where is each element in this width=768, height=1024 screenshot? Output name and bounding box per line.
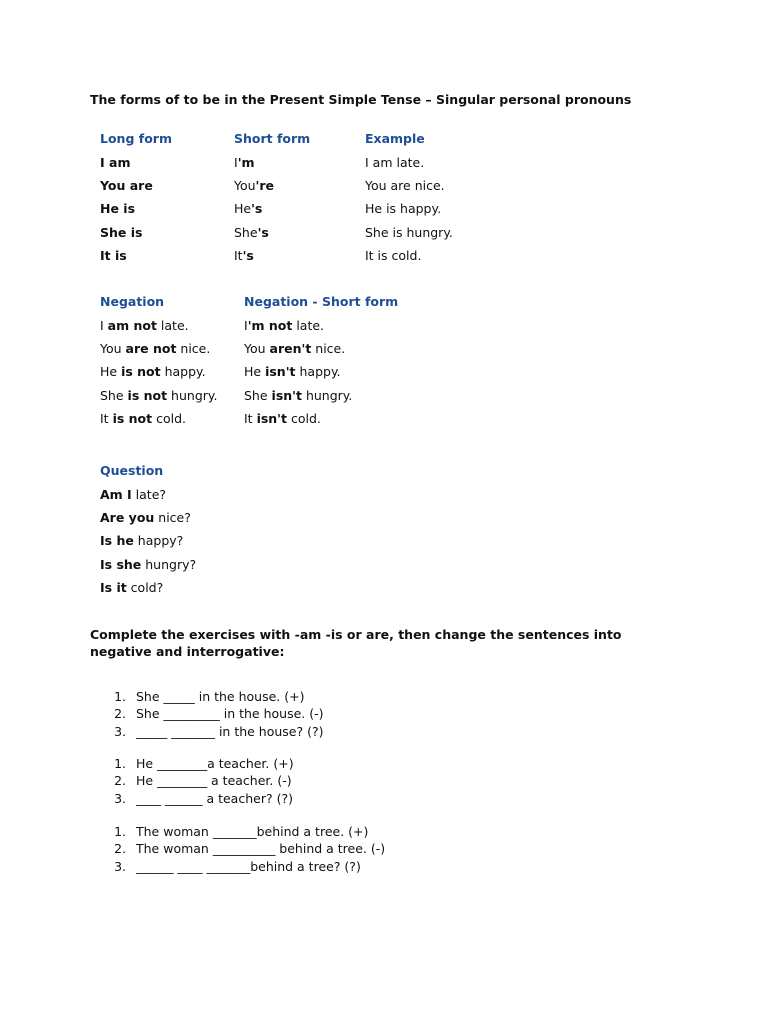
list-item: 2. He ________ a teacher. (-): [114, 773, 292, 789]
question-cell: Is it cold?: [100, 580, 164, 596]
short-form-cell: [234, 197, 365, 220]
table-row: [100, 576, 300, 599]
example-cell: You are nice.: [365, 177, 445, 193]
table-row: [100, 506, 300, 529]
negation-short-cell: I'm not late.: [244, 317, 325, 333]
negation-cell: I am not late.: [100, 317, 189, 333]
short-form-contraction: 's: [251, 201, 263, 217]
negation-cell: He is not happy.: [100, 364, 206, 380]
table-row: [100, 313, 444, 336]
table-row: [100, 360, 444, 383]
short-form-contraction: 's: [257, 224, 269, 240]
negation-short-cell: He isn't happy.: [244, 364, 341, 380]
long-form-cell: He is: [100, 201, 136, 217]
long-form-cell: She is: [100, 224, 143, 240]
table-row: [100, 174, 515, 197]
table-row: [100, 150, 515, 173]
forms-table: [100, 127, 515, 267]
forms-table-header: [100, 127, 515, 150]
table-row: [100, 553, 300, 576]
header-short-form: Short form: [234, 131, 311, 147]
short-form-pronoun: She: [234, 224, 258, 240]
example-cell: He is happy.: [365, 201, 442, 217]
negation-table: [100, 290, 444, 430]
table-row: [100, 529, 300, 552]
header-question: Question: [100, 463, 164, 479]
exercise-list: [108, 823, 385, 875]
header-negation-word: Negation: [244, 294, 309, 310]
list-item: 3. ______ ____ _______behind a tree? (?): [114, 858, 361, 874]
header-example: Example: [365, 131, 425, 147]
list-item: 1. He ________a teacher. (+): [114, 756, 294, 771]
page-title: The forms of to be in the Present Simple Tense – Singular personal pronouns: [90, 92, 632, 107]
list-item: 3. ____ ______ a teacher? (?): [114, 790, 293, 806]
table-row: [100, 337, 444, 360]
header-long-form: Long form: [100, 131, 172, 147]
long-form-cell: It is: [100, 248, 127, 264]
example-cell: She is hungry.: [365, 224, 453, 240]
negation-short-cell: You aren't nice.: [244, 340, 346, 356]
exercise-list: [108, 755, 294, 807]
list-item: 3. _____ _______ in the house? (?): [114, 723, 324, 739]
short-form-contraction: 're: [255, 177, 275, 193]
short-form-contraction: 's: [242, 248, 254, 264]
table-row: [100, 384, 444, 407]
short-form-cell: [234, 244, 365, 267]
question-cell: Is she hungry?: [100, 556, 197, 572]
table-row: [100, 244, 515, 267]
short-form-contraction: 'm: [237, 154, 255, 170]
list-item: 2. The woman __________ behind a tree. (-): [114, 841, 386, 857]
list-item: 2. She _________ in the house. (-): [114, 706, 324, 722]
example-cell: It is cold.: [365, 248, 422, 264]
short-form-pronoun: It: [234, 248, 243, 264]
question-cell: Are you nice?: [100, 509, 191, 525]
short-form-pronoun: You: [234, 177, 256, 193]
exercise-list: [108, 688, 324, 740]
table-row: [100, 407, 444, 430]
long-form-cell: You are: [100, 177, 153, 193]
long-form-cell: I am: [100, 154, 131, 170]
negation-short-cell: She isn't hungry.: [244, 387, 353, 403]
question-cell: Is he happy?: [100, 533, 184, 549]
question-table-header: [100, 459, 300, 482]
negation-cell: You are not nice.: [100, 340, 211, 356]
short-form-pronoun: He: [234, 201, 252, 217]
negation-table-header: [100, 290, 444, 313]
table-row: [100, 197, 515, 220]
header-negation-short-form: [244, 290, 444, 313]
short-form-pronoun: I: [234, 154, 238, 170]
negation-short-cell: It isn't cold.: [244, 411, 321, 427]
header-separator: -: [308, 294, 322, 310]
negation-cell: It is not cold.: [100, 411, 186, 427]
short-form-cell: [234, 174, 365, 197]
table-row: [100, 221, 515, 244]
negation-cell: She is not hungry.: [100, 387, 218, 403]
short-form-cell: [234, 221, 365, 244]
list-item: 1. The woman _______behind a tree. (+): [114, 824, 369, 839]
list-item: 1. She _____ in the house. (+): [114, 689, 305, 704]
short-form-cell: [234, 150, 365, 173]
table-row: [100, 482, 300, 505]
header-short-form-word: Short form: [321, 294, 399, 310]
header-negation: Negation: [100, 294, 165, 310]
question-table: [100, 459, 300, 599]
example-cell: I am late.: [365, 154, 425, 170]
question-cell: Am I late?: [100, 486, 167, 502]
exercise-instructions: Complete the exercises with -am -is or are, then change the sentences into negative and interrogative:: [90, 627, 622, 659]
